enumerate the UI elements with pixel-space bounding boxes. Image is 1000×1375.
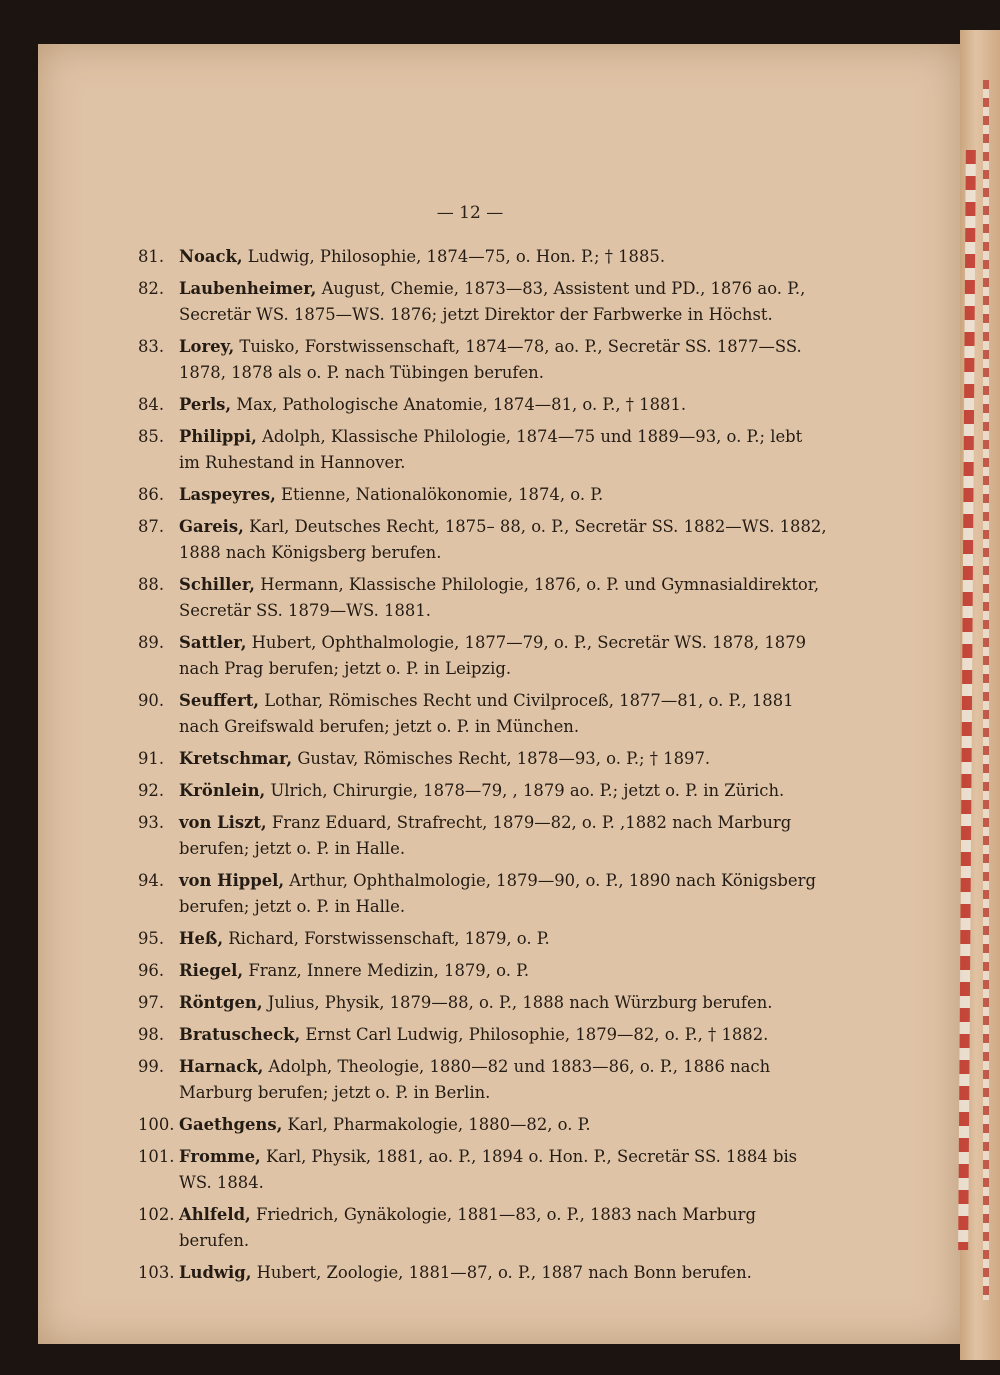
entry-text: Max, Pathologische Anatomie, 1874—81, o. P., † 1881.: [236, 395, 687, 414]
list-item: [138, 514, 828, 566]
entry-text: Hermann, Klassische Philologie, 1876, o. P. und Gymnasialdirektor, Secretär SS. 1879—WS. 1881.: [179, 575, 820, 620]
entry-number: 101.: [138, 1147, 175, 1166]
entry-number: 95.: [138, 929, 165, 948]
entry-number: 81.: [138, 247, 165, 266]
entry-text: Richard, Forstwissenschaft, 1879, o. P.: [228, 929, 550, 948]
list-item: [138, 1054, 828, 1106]
entry-name: Laubenheimer,: [179, 279, 317, 298]
entry-text: Karl, Physik, 1881, ao. P., 1894 o. Hon. P., Secretär SS. 1884 bis WS. 1884.: [179, 1147, 798, 1192]
list-item: [138, 778, 828, 804]
entry-name: Gareis,: [179, 517, 244, 536]
entry-text: Ernst Carl Ludwig, Philosophie, 1879—82, o. P., † 1882.: [305, 1025, 769, 1044]
entry-number: 99.: [138, 1057, 165, 1076]
list-item: [138, 1260, 828, 1286]
page-number: — 12 —: [436, 203, 504, 223]
entry-number: 93.: [138, 813, 165, 832]
entry-text: Ludwig, Philosophie, 1874—75, o. Hon. P.; † 1885.: [247, 247, 666, 266]
entry-name: Lorey,: [179, 337, 235, 356]
list-item: [138, 746, 828, 772]
list-item: [138, 926, 828, 952]
entry-name: Harnack,: [179, 1057, 264, 1076]
list-item: [138, 392, 828, 418]
entry-text: Arthur, Ophthalmologie, 1879—90, o. P., 1890 nach Königsberg berufen; jetzt o. P. in Halle.: [179, 871, 816, 916]
entry-number: 85.: [138, 427, 165, 446]
list-item: [138, 958, 828, 984]
list-item: [138, 482, 828, 508]
entry-text: Adolph, Klassische Philologie, 1874—75 und 1889—93, o. P.; lebt im Ruhestand in Hannover.: [179, 427, 803, 472]
entry-number: 91.: [138, 749, 165, 768]
entry-name: Heß,: [179, 929, 224, 948]
entry-name: Laspeyres,: [179, 485, 276, 504]
list-item: [138, 688, 828, 740]
list-item: [138, 244, 828, 270]
entry-text: Franz, Innere Medizin, 1879, o. P.: [248, 961, 530, 980]
entry-name: Perls,: [179, 395, 232, 414]
entry-number: 86.: [138, 485, 165, 504]
list-item: [138, 990, 828, 1016]
entry-number: 87.: [138, 517, 165, 536]
entry-name: von Hippel,: [179, 871, 285, 890]
list-item: [138, 1112, 828, 1138]
entry-name: von Liszt,: [179, 813, 267, 832]
list-item: [138, 810, 828, 862]
entry-text: Hubert, Ophthalmologie, 1877—79, o. P., Secretär WS. 1878, 1879 nach Prag berufen; jetzt o. P. in Leipzig.: [179, 633, 807, 678]
entry-text: Franz Eduard, Strafrecht, 1879—82, o. P. ,1882 nach Marburg berufen; jetzt o. P. in Halle.: [179, 813, 792, 858]
entry-number: 83.: [138, 337, 165, 356]
entry-name: Sattler,: [179, 633, 247, 652]
entry-text: Etienne, Nationalökonomie, 1874, o. P.: [281, 485, 604, 504]
entry-name: Krönlein,: [179, 781, 266, 800]
entry-text: Ulrich, Chirurgie, 1878—79, , 1879 ao. P.; jetzt o. P. in Zürich.: [270, 781, 785, 800]
entry-text: Tuisko, Forstwissenschaft, 1874—78, ao. P., Secretär SS. 1877—SS. 1878, 1878 als o. P. nach Tübingen berufen.: [179, 337, 802, 382]
list-item: [138, 1144, 828, 1196]
entry-text: Karl, Deutsches Recht, 1875– 88, o. P., Secretär SS. 1882—WS. 1882, 1888 nach Königsberg berufen.: [179, 517, 827, 562]
entry-name: Gaethgens,: [179, 1115, 283, 1134]
entry-text: Julius, Physik, 1879—88, o. P., 1888 nach Würzburg berufen.: [267, 993, 773, 1012]
entry-text: Karl, Pharmakologie, 1880—82, o. P.: [287, 1115, 591, 1134]
entry-number: 92.: [138, 781, 165, 800]
entry-text: Gustav, Römisches Recht, 1878—93, o. P.; † 1897.: [297, 749, 711, 768]
entry-name: Philippi,: [179, 427, 257, 446]
entry-name: Fromme,: [179, 1147, 261, 1166]
entry-name: Ahlfeld,: [179, 1205, 251, 1224]
entry-number: 103.: [138, 1263, 175, 1282]
entry-name: Seuffert,: [179, 691, 259, 710]
list-item: [138, 1022, 828, 1048]
list-item: [138, 868, 828, 920]
binding-thread-edge: [983, 80, 989, 1300]
entry-text: Adolph, Theologie, 1880—82 und 1883—86, o. P., 1886 nach Marburg berufen; jetzt o. P. in Berlin.: [179, 1057, 771, 1102]
entry-number: 89.: [138, 633, 165, 652]
entry-text: Friedrich, Gynäkologie, 1881—83, o. P., 1883 nach Marburg berufen.: [179, 1205, 756, 1250]
entry-number: 100.: [138, 1115, 175, 1134]
entry-number: 102.: [138, 1205, 175, 1224]
list-item: [138, 276, 828, 328]
entry-number: 88.: [138, 575, 165, 594]
entry-name: Kretschmar,: [179, 749, 293, 768]
entry-name: Röntgen,: [179, 993, 263, 1012]
entry-text: Hubert, Zoologie, 1881—87, o. P., 1887 nach Bonn berufen.: [256, 1263, 752, 1282]
entry-number: 94.: [138, 871, 165, 890]
entry-name: Noack,: [179, 247, 243, 266]
list-item: [138, 630, 828, 682]
entry-number: 97.: [138, 993, 165, 1012]
entry-number: 84.: [138, 395, 165, 414]
entry-list: [138, 244, 828, 1292]
list-item: [138, 572, 828, 624]
entry-name: Riegel,: [179, 961, 244, 980]
entry-number: 82.: [138, 279, 165, 298]
entry-name: Bratuscheck,: [179, 1025, 301, 1044]
entry-number: 98.: [138, 1025, 165, 1044]
list-item: [138, 424, 828, 476]
entry-number: 90.: [138, 691, 165, 710]
list-item: [138, 1202, 828, 1254]
entry-name: Schiller,: [179, 575, 255, 594]
entry-name: Ludwig,: [179, 1263, 252, 1282]
entry-text: Lothar, Römisches Recht und Civilproceß, 1877—81, o. P., 1881 nach Greifswald berufen; jetzt o. P. in München.: [179, 691, 794, 736]
entry-text: August, Chemie, 1873—83, Assistent und PD., 1876 ao. P., Secretär WS. 1875—WS. 1876; jetzt Direktor der Farbwerke in Höchst.: [179, 279, 806, 324]
entry-number: 96.: [138, 961, 165, 980]
list-item: [138, 334, 828, 386]
